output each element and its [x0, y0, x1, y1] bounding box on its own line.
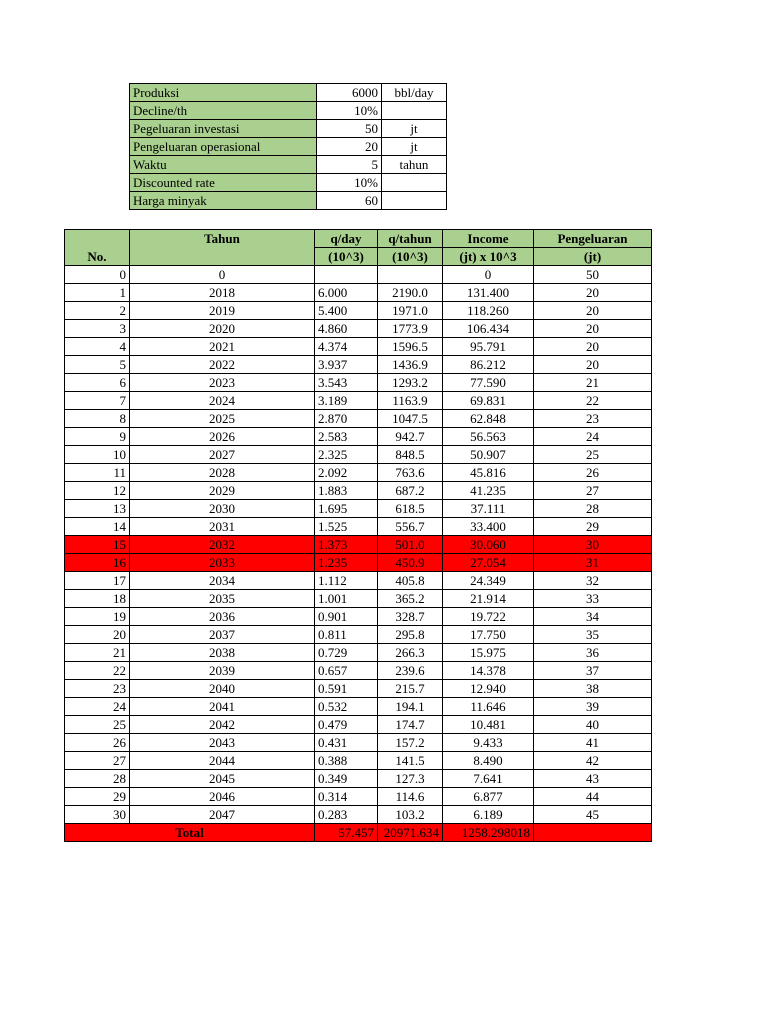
- cell-qday: 3.937: [315, 356, 378, 374]
- cell-tahun: 2047: [130, 806, 315, 824]
- cell-tahun: 2040: [130, 680, 315, 698]
- table-row: [65, 266, 652, 284]
- total-row: [65, 824, 652, 842]
- total-qday: 57.457: [315, 824, 378, 842]
- param-value: 50: [317, 120, 382, 138]
- header-qday: q/day: [315, 230, 378, 248]
- cashflow-table: [64, 229, 652, 842]
- cell-qday: 1.001: [315, 590, 378, 608]
- header-tahun-blank: [130, 248, 315, 266]
- cell-tahun: 2036: [130, 608, 315, 626]
- cell-no: 19: [65, 608, 130, 626]
- cell-pengeluaran: 20: [534, 302, 652, 320]
- cell-pengeluaran: 22: [534, 392, 652, 410]
- param-label: Discounted rate: [130, 174, 317, 192]
- cell-no: 22: [65, 662, 130, 680]
- cell-tahun: 2034: [130, 572, 315, 590]
- cell-tahun: 0: [130, 266, 315, 284]
- param-unit: jt: [382, 120, 447, 138]
- param-value: 20: [317, 138, 382, 156]
- cell-tahun: 2028: [130, 464, 315, 482]
- cell-pengeluaran: 38: [534, 680, 652, 698]
- cell-no: 14: [65, 518, 130, 536]
- header-qtahun: q/tahun: [378, 230, 443, 248]
- cell-qday: 6.000: [315, 284, 378, 302]
- param-value: 10%: [317, 102, 382, 120]
- cell-qtahun: 365.2: [378, 590, 443, 608]
- cell-pengeluaran: 36: [534, 644, 652, 662]
- cell-qday: 0.388: [315, 752, 378, 770]
- cell-no: 1: [65, 284, 130, 302]
- header-income-unit: (jt) x 10^3: [443, 248, 534, 266]
- cell-qday: 2.325: [315, 446, 378, 464]
- cell-income: 106.434: [443, 320, 534, 338]
- cell-no: 29: [65, 788, 130, 806]
- cell-no: 8: [65, 410, 130, 428]
- cell-tahun: 2019: [130, 302, 315, 320]
- cell-income: 30.060: [443, 536, 534, 554]
- cell-pengeluaran: 31: [534, 554, 652, 572]
- cell-tahun: 2018: [130, 284, 315, 302]
- cell-no: 21: [65, 644, 130, 662]
- cell-no: 26: [65, 734, 130, 752]
- cell-qday: 4.860: [315, 320, 378, 338]
- cell-tahun: 2024: [130, 392, 315, 410]
- param-label: Pengeluaran operasional: [130, 138, 317, 156]
- header-pengeluaran: Pengeluaran: [534, 230, 652, 248]
- cell-income: 6.189: [443, 806, 534, 824]
- cell-income: 95.791: [443, 338, 534, 356]
- cell-qday: 1.883: [315, 482, 378, 500]
- cell-tahun: 2031: [130, 518, 315, 536]
- cell-income: 17.750: [443, 626, 534, 644]
- param-label: Produksi: [130, 84, 317, 102]
- cell-qtahun: 194.1: [378, 698, 443, 716]
- header-no: No.: [65, 248, 130, 266]
- cell-qday: 1.525: [315, 518, 378, 536]
- cell-qtahun: 157.2: [378, 734, 443, 752]
- cell-pengeluaran: 42: [534, 752, 652, 770]
- cell-qday: 0.479: [315, 716, 378, 734]
- cell-income: 62.848: [443, 410, 534, 428]
- cell-no: 10: [65, 446, 130, 464]
- cell-income: 24.349: [443, 572, 534, 590]
- cell-pengeluaran: 20: [534, 320, 652, 338]
- table-row: [65, 698, 652, 716]
- cell-income: 131.400: [443, 284, 534, 302]
- table-row: [65, 500, 652, 518]
- cell-no: 13: [65, 500, 130, 518]
- table-row: [65, 446, 652, 464]
- table-row: [65, 554, 652, 572]
- cell-pengeluaran: 40: [534, 716, 652, 734]
- table-row: [65, 626, 652, 644]
- cell-qday: 0.729: [315, 644, 378, 662]
- param-label: Harga minyak: [130, 192, 317, 210]
- cell-qtahun: 2190.0: [378, 284, 443, 302]
- cell-qday: 1.235: [315, 554, 378, 572]
- table-row: [65, 752, 652, 770]
- cell-qtahun: 266.3: [378, 644, 443, 662]
- table-row: [65, 608, 652, 626]
- table-row: [65, 320, 652, 338]
- cell-income: 7.641: [443, 770, 534, 788]
- cell-income: 118.260: [443, 302, 534, 320]
- cell-qtahun: 450.9: [378, 554, 443, 572]
- cell-income: 15.975: [443, 644, 534, 662]
- cell-pengeluaran: 20: [534, 356, 652, 374]
- cell-pengeluaran: 23: [534, 410, 652, 428]
- cell-tahun: 2021: [130, 338, 315, 356]
- table-row: [65, 464, 652, 482]
- cell-no: 4: [65, 338, 130, 356]
- table-row: [65, 392, 652, 410]
- table-row: [65, 734, 652, 752]
- cell-tahun: 2027: [130, 446, 315, 464]
- param-row: [130, 174, 447, 192]
- cell-tahun: 2045: [130, 770, 315, 788]
- cell-pengeluaran: 44: [534, 788, 652, 806]
- cell-tahun: 2026: [130, 428, 315, 446]
- table-row: [65, 284, 652, 302]
- cell-qday: 2.870: [315, 410, 378, 428]
- cell-tahun: 2022: [130, 356, 315, 374]
- cell-pengeluaran: 33: [534, 590, 652, 608]
- cell-tahun: 2025: [130, 410, 315, 428]
- cell-no: 25: [65, 716, 130, 734]
- cell-qtahun: 763.6: [378, 464, 443, 482]
- table-row: [65, 374, 652, 392]
- cell-qday: 4.374: [315, 338, 378, 356]
- param-unit: [382, 192, 447, 210]
- cell-tahun: 2038: [130, 644, 315, 662]
- cell-pengeluaran: 39: [534, 698, 652, 716]
- cell-qtahun: 687.2: [378, 482, 443, 500]
- cell-income: 50.907: [443, 446, 534, 464]
- cell-qday: 2.092: [315, 464, 378, 482]
- table-row: [65, 806, 652, 824]
- cell-income: 37.111: [443, 500, 534, 518]
- cell-no: 3: [65, 320, 130, 338]
- cell-qtahun: 174.7: [378, 716, 443, 734]
- cell-income: 41.235: [443, 482, 534, 500]
- table-row: [65, 644, 652, 662]
- cell-tahun: 2029: [130, 482, 315, 500]
- cell-pengeluaran: 28: [534, 500, 652, 518]
- cell-no: 20: [65, 626, 130, 644]
- cell-qtahun: 239.6: [378, 662, 443, 680]
- cell-no: 0: [65, 266, 130, 284]
- cell-income: 69.831: [443, 392, 534, 410]
- cell-no: 16: [65, 554, 130, 572]
- table-row: [65, 302, 652, 320]
- cell-income: 8.490: [443, 752, 534, 770]
- param-value: 5: [317, 156, 382, 174]
- param-value: 6000: [317, 84, 382, 102]
- cell-pengeluaran: 21: [534, 374, 652, 392]
- total-pengeluaran: [534, 824, 652, 842]
- cell-qtahun: 1047.5: [378, 410, 443, 428]
- cell-no: 5: [65, 356, 130, 374]
- cell-qday: 0.811: [315, 626, 378, 644]
- header-tahun: Tahun: [130, 230, 315, 248]
- cell-pengeluaran: 37: [534, 662, 652, 680]
- cell-qday: 5.400: [315, 302, 378, 320]
- cell-qday: 0.532: [315, 698, 378, 716]
- cell-pengeluaran: 32: [534, 572, 652, 590]
- cell-qtahun: 848.5: [378, 446, 443, 464]
- cell-no: 15: [65, 536, 130, 554]
- cell-pengeluaran: 24: [534, 428, 652, 446]
- cell-pengeluaran: 25: [534, 446, 652, 464]
- table-row: [65, 518, 652, 536]
- cell-no: 24: [65, 698, 130, 716]
- param-label: Waktu: [130, 156, 317, 174]
- table-row: [65, 356, 652, 374]
- header-qtahun-unit: (10^3): [378, 248, 443, 266]
- header-row-1: [65, 230, 652, 248]
- total-label: Total: [65, 824, 315, 842]
- cell-pengeluaran: 20: [534, 338, 652, 356]
- cell-qday: 1.373: [315, 536, 378, 554]
- cell-pengeluaran: 27: [534, 482, 652, 500]
- table-row: [65, 788, 652, 806]
- table-row: [65, 338, 652, 356]
- param-value: 60: [317, 192, 382, 210]
- cell-qday: 0.657: [315, 662, 378, 680]
- header-pengeluaran-unit: (jt): [534, 248, 652, 266]
- param-row: [130, 102, 447, 120]
- cell-income: 6.877: [443, 788, 534, 806]
- cell-qday: 0.431: [315, 734, 378, 752]
- header-qday-unit: (10^3): [315, 248, 378, 266]
- cell-tahun: 2033: [130, 554, 315, 572]
- cell-pengeluaran: 50: [534, 266, 652, 284]
- cell-qtahun: 114.6: [378, 788, 443, 806]
- cell-qtahun: 1596.5: [378, 338, 443, 356]
- header-row-2: [65, 248, 652, 266]
- cell-qday: 1.112: [315, 572, 378, 590]
- total-income: 1258.298018: [443, 824, 534, 842]
- param-label: Pegeluaran investasi: [130, 120, 317, 138]
- cell-tahun: 2037: [130, 626, 315, 644]
- cell-income: 27.054: [443, 554, 534, 572]
- table-row: [65, 770, 652, 788]
- cell-pengeluaran: 41: [534, 734, 652, 752]
- cell-qtahun: 1293.2: [378, 374, 443, 392]
- cell-qday: 0.314: [315, 788, 378, 806]
- cell-pengeluaran: 35: [534, 626, 652, 644]
- param-label: Decline/th: [130, 102, 317, 120]
- cell-qtahun: 141.5: [378, 752, 443, 770]
- cell-tahun: 2041: [130, 698, 315, 716]
- cell-income: 33.400: [443, 518, 534, 536]
- param-unit: bbl/day: [382, 84, 447, 102]
- cell-pengeluaran: 45: [534, 806, 652, 824]
- parameter-table: [129, 83, 447, 210]
- cell-income: 45.816: [443, 464, 534, 482]
- cell-qtahun: 618.5: [378, 500, 443, 518]
- cell-qtahun: 942.7: [378, 428, 443, 446]
- param-row: [130, 84, 447, 102]
- cell-qtahun: 295.8: [378, 626, 443, 644]
- cell-qday: 0.349: [315, 770, 378, 788]
- cell-tahun: 2046: [130, 788, 315, 806]
- param-unit: jt: [382, 138, 447, 156]
- param-unit: [382, 102, 447, 120]
- cell-income: 56.563: [443, 428, 534, 446]
- cell-income: 21.914: [443, 590, 534, 608]
- table-row: [65, 716, 652, 734]
- param-value: 10%: [317, 174, 382, 192]
- cell-tahun: 2043: [130, 734, 315, 752]
- total-qtahun: 20971.634: [378, 824, 443, 842]
- cell-qtahun: 501.0: [378, 536, 443, 554]
- cell-qday: 0.591: [315, 680, 378, 698]
- cell-qday: 1.695: [315, 500, 378, 518]
- param-row: [130, 138, 447, 156]
- param-row: [130, 156, 447, 174]
- table-row: [65, 590, 652, 608]
- cell-tahun: 2039: [130, 662, 315, 680]
- cell-no: 30: [65, 806, 130, 824]
- header-no-cell: [65, 230, 130, 248]
- param-row: [130, 120, 447, 138]
- cell-tahun: 2020: [130, 320, 315, 338]
- cell-income: 19.722: [443, 608, 534, 626]
- cell-pengeluaran: 26: [534, 464, 652, 482]
- cell-tahun: 2042: [130, 716, 315, 734]
- table-row: [65, 680, 652, 698]
- cell-qtahun: 215.7: [378, 680, 443, 698]
- cell-qtahun: 1163.9: [378, 392, 443, 410]
- cell-no: 2: [65, 302, 130, 320]
- cell-no: 6: [65, 374, 130, 392]
- cell-qtahun: 127.3: [378, 770, 443, 788]
- cell-qtahun: [378, 266, 443, 284]
- cell-income: 14.378: [443, 662, 534, 680]
- cell-qtahun: 1971.0: [378, 302, 443, 320]
- cell-tahun: 2035: [130, 590, 315, 608]
- cell-income: 10.481: [443, 716, 534, 734]
- cell-qtahun: 328.7: [378, 608, 443, 626]
- cell-qtahun: 1436.9: [378, 356, 443, 374]
- param-unit: [382, 174, 447, 192]
- cell-income: 9.433: [443, 734, 534, 752]
- cell-qtahun: 556.7: [378, 518, 443, 536]
- cell-no: 17: [65, 572, 130, 590]
- cell-income: 86.212: [443, 356, 534, 374]
- cell-income: 0: [443, 266, 534, 284]
- cell-no: 23: [65, 680, 130, 698]
- cell-pengeluaran: 30: [534, 536, 652, 554]
- cell-qday: 0.283: [315, 806, 378, 824]
- cell-qtahun: 405.8: [378, 572, 443, 590]
- cell-qday: 3.543: [315, 374, 378, 392]
- cell-tahun: 2023: [130, 374, 315, 392]
- cell-no: 12: [65, 482, 130, 500]
- cell-income: 11.646: [443, 698, 534, 716]
- cell-tahun: 2044: [130, 752, 315, 770]
- cell-no: 9: [65, 428, 130, 446]
- cell-pengeluaran: 29: [534, 518, 652, 536]
- cell-no: 28: [65, 770, 130, 788]
- cell-income: 77.590: [443, 374, 534, 392]
- table-row: [65, 662, 652, 680]
- cell-no: 18: [65, 590, 130, 608]
- cell-pengeluaran: 43: [534, 770, 652, 788]
- cell-qday: 3.189: [315, 392, 378, 410]
- cell-tahun: 2032: [130, 536, 315, 554]
- table-row: [65, 410, 652, 428]
- table-row: [65, 482, 652, 500]
- param-row: [130, 192, 447, 210]
- cell-qday: 0.901: [315, 608, 378, 626]
- cell-pengeluaran: 20: [534, 284, 652, 302]
- cell-qday: 2.583: [315, 428, 378, 446]
- table-row: [65, 536, 652, 554]
- table-row: [65, 572, 652, 590]
- cell-no: 7: [65, 392, 130, 410]
- cell-qtahun: 1773.9: [378, 320, 443, 338]
- table-row: [65, 428, 652, 446]
- cell-tahun: 2030: [130, 500, 315, 518]
- cell-pengeluaran: 34: [534, 608, 652, 626]
- param-unit: tahun: [382, 156, 447, 174]
- cell-qtahun: 103.2: [378, 806, 443, 824]
- cell-qday: [315, 266, 378, 284]
- cell-income: 12.940: [443, 680, 534, 698]
- cell-no: 27: [65, 752, 130, 770]
- cell-no: 11: [65, 464, 130, 482]
- header-income: Income: [443, 230, 534, 248]
